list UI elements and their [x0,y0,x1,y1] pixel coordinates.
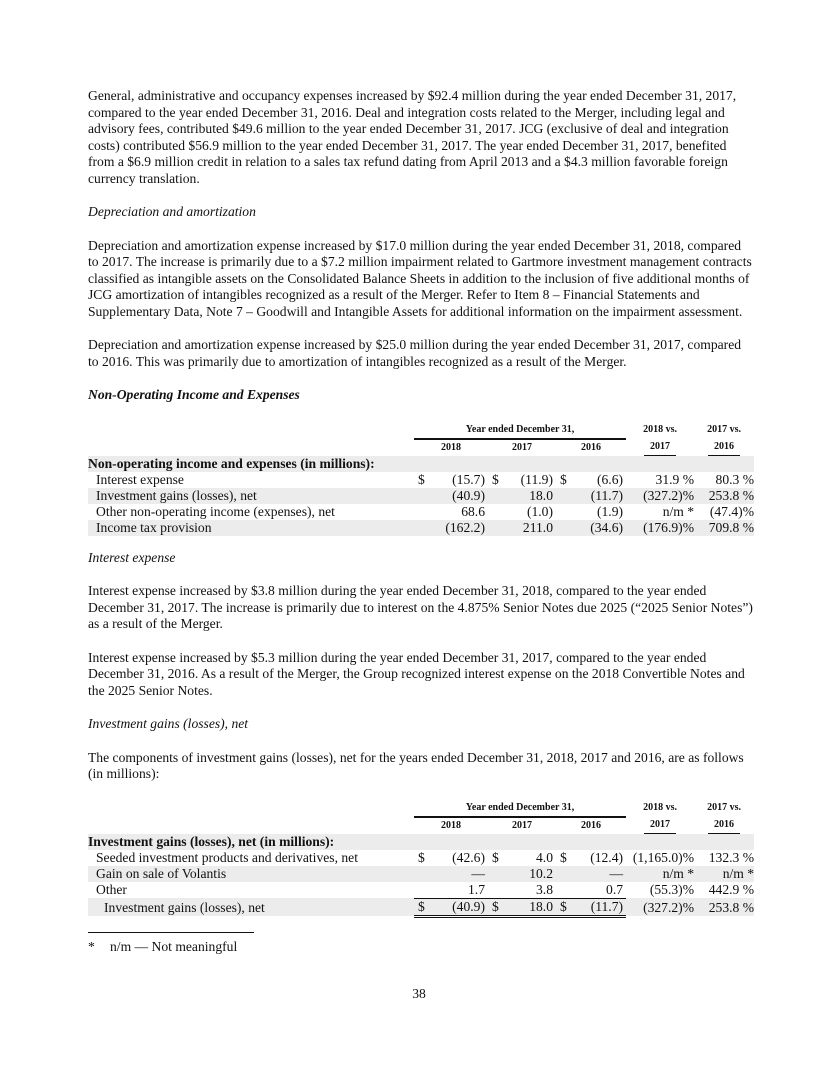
vs-2017-bottom: 2016 [694,438,754,456]
ga-2017-paragraph: General, administrative and occupancy expenses increased by $92.4 million during the year ended December 31, 2017, compared to the year ended December 31, 2016. Deal and integration costs related to the Merger, including legal and advisory fees, contributed $49.6 million to the year ended December 31, 2017. JCG (exclusive of deal and integration costs) contributed $56.9 million to the year ended December 31, 2017. The year ended December 31, 2017, benefited from a $6.9 million credit in relation to a sales tax refund dating from April 2013 and a $4.3 million favorable foreign currency translation. [88,88,737,186]
non-operating-heading: Non-Operating Income and Expenses [88,387,300,402]
vs-2018-top: 2018 vs. [643,802,677,813]
year-ended-header: Year ended December 31, [414,422,626,439]
investment-intro-paragraph: The components of investment gains (losses), net for the years ended December 31, 2018, 2017 and 2016, are as follows (in millions): [88,749,744,781]
footnote [88,939,754,956]
year-2016-header: 2016 [556,816,626,834]
depreciation-heading: Depreciation and amortization [88,204,256,219]
vs-2018-top: 2018 vs. [643,424,677,435]
interest-2018-paragraph: Interest expense increased by $3.8 million during the year ended December 31, 2018, compared to the year ended December 31, 2017. The increase is primarily due to interest on the 4.875% Senior Notes due 2025 (“2025 Senior Notes”) as a result of the Merger. [88,583,753,631]
page-number: 38 [412,986,426,1001]
table-row: Other 1.7 3.8 0.7 (55.3)% 442.9 % [96,881,755,897]
interest-expense-heading: Interest expense [88,549,176,565]
table-total-row: Investment gains (losses), net $ (40.9) $ 18.0 $ (11.7) (327.2)% 253.8 % [88,898,754,916]
depreciation-2018-paragraph: Depreciation and amortization expense increased by $17.0 million during the year ended December 31, 2018, compared to 2017. The increase is primarily due to a $7.2 million impairment related to Gartmore investment management contracts classified as intangible assets on the Consolidated Balance Sheets in addition to the inclusion of five additional months of JCG amortization of intangibles recognized as a result of the Merger. Refer to Item 8 – Financial Statements and Supplementary Data, Note 7 – Goodwill and Intangible Assets for additional information on the impairment assessment. [88,237,752,319]
footnote-rule [88,932,254,933]
vs-2017-top: 2017 vs. [707,802,741,813]
investment-gains-heading: Investment gains (losses), net [88,716,249,731]
year-2018-header: 2018 [414,816,488,834]
year-2017-header: 2017 [488,816,556,834]
vs-2017-top: 2017 vs. [707,424,741,435]
document-page [88,88,754,955]
table-title-row: Non-operating income and expenses (in millions): [88,456,754,472]
table-row: Other non-operating income (expenses), net 68.6 (1.0) (1.9) n/m * (47.4)% [96,503,755,519]
year-2017-header: 2017 [488,438,556,456]
investment-gains-table [88,800,754,918]
vs-2017-bottom: 2016 [694,816,754,834]
table-row: Gain on sale of Volantis — 10.2 — n/m * n/m * [88,866,754,882]
footnote-marker: * [88,938,95,954]
table-title-row: Investment gains (losses), net (in millions): [88,834,754,850]
year-2018-header: 2018 [414,438,488,456]
depreciation-2017-paragraph: Depreciation and amortization expense increased by $25.0 million during the year ended December 31, 2017, compared to 2016. This was primarily due to amortization of intangibles recognized as a result of the Merger. [88,337,742,369]
vs-2018-bottom: 2017 [626,816,694,834]
table-row: Investment gains (losses), net (40.9) 18.0 (11.7) (327.2)% 253.8 % [88,488,754,504]
year-ended-header: Year ended December 31, [414,800,626,817]
non-operating-table [88,422,754,536]
table-row: Interest expense $ (15.7) $ (11.9) $ (6.6) 31.9 % 80.3 % [96,471,755,487]
interest-2017-paragraph: Interest expense increased by $5.3 million during the year ended December 31, 2017, compared to the year ended December 31, 2016. As a result of the Merger, the Group recognized interest expense on the 2018 Convertible Notes and the 2025 Senior Notes. [88,649,745,698]
footnote-text: n/m — Not meaningful [110,938,238,954]
table-row: Seeded investment products and derivatives, net $ (42.6) $ 4.0 $ (12.4) (1,165.0)% 132.3 % [96,849,755,865]
year-2016-header: 2016 [556,438,626,456]
table-row: Income tax provision (162.2) 211.0 (34.6) (176.9)% 709.8 % [88,520,754,536]
vs-2018-bottom: 2017 [626,438,694,456]
